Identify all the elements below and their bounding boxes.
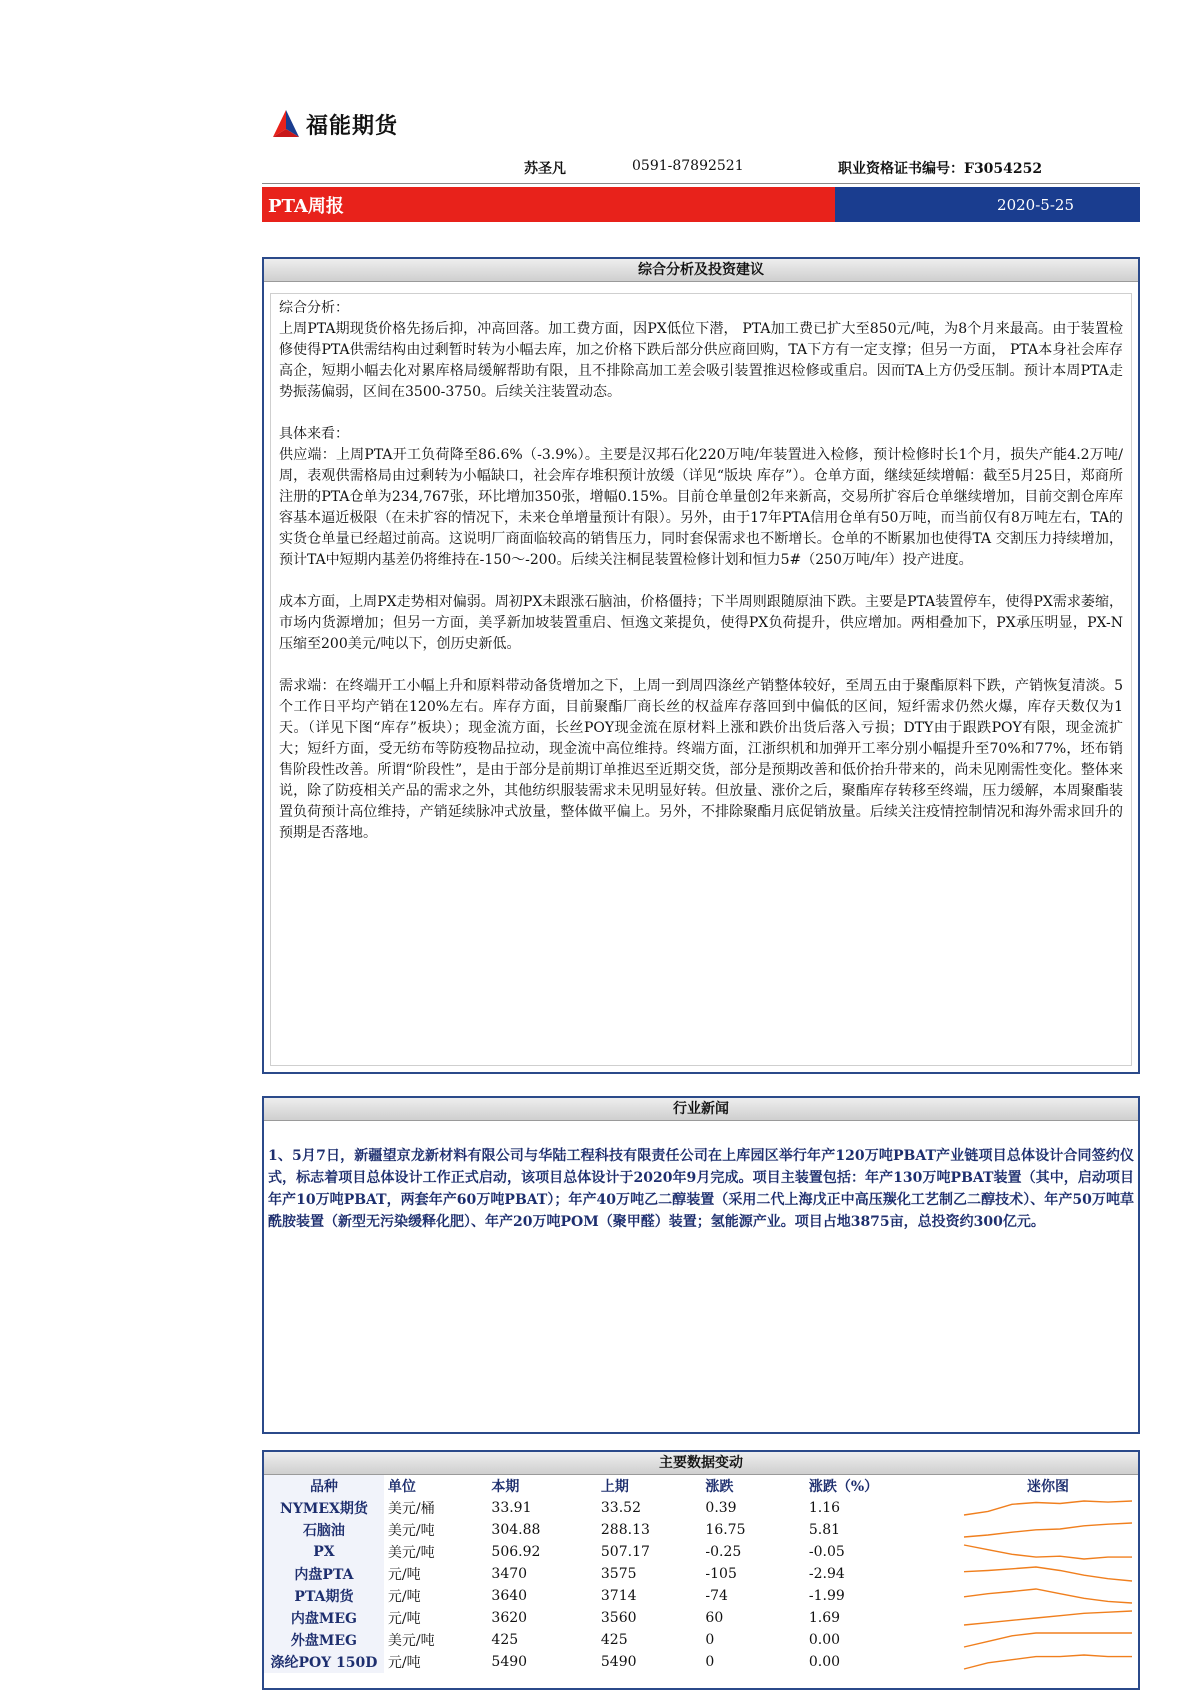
row-unit: 元/吨 (387, 1567, 421, 1583)
table-row (264, 1585, 1138, 1607)
sparkline-series (964, 1545, 1132, 1559)
demand-paragraph: 需求端：在终端开工小幅上升和原料带动备货增加之下，上周一到周四涤丝产销整体较好，至周五由于聚酯原料下跌，产销恢复清淡。5个工作日平均产销在120%左右。库存方面，目前聚酯厂商长丝的权益库存落回到中偏低的区间，短纤需求仍然火爆，库存天数仅为1天。（详见下图“库存”板块）；现金流方面，长丝POY现金流在原材料上涨和跌价出货后落入亏损；DTY由于跟跌POY有限，现金流扩大；短纤方面，受无纺布等防疫物品拉动，现金流中高位维持。终端方面，江浙织机和加弹开工率分别小幅提升至70%和77%，坯布销售阶段性改善。所谓“阶段性”，是由于部分是前期订单推迟至近期交货，部分是预期改善和低价抬升带来的，尚未见刚需性变化。整体来说，除了防疫相关产品的需求之外，其他纺织服装需求未见明显好转。但放量、涨价之后，聚酯库存转移至终端，压力缓解，本周聚酯装置负荷预计高位维持，产销延续脉冲式放量，整体做平偏上。另外，不排除聚酯月底促销放量。后续关注疫情控制情况和海外需求回升的预期是否落地。 (279, 678, 1123, 841)
row-previous: 5490 (600, 1654, 637, 1670)
row-name: 内盘MEG (264, 1607, 384, 1629)
row-current: 304.88 (491, 1522, 541, 1538)
row-change: -74 (705, 1588, 728, 1604)
table-row (264, 1497, 1138, 1519)
news-section (262, 1096, 1140, 1434)
sparkline-series (964, 1523, 1132, 1537)
row-current: 3470 (491, 1566, 528, 1582)
row-name: 涤纶POY 150D (264, 1651, 384, 1673)
report-banner (262, 187, 1140, 222)
analysis-section (262, 257, 1140, 1074)
sparkline (958, 1652, 1138, 1672)
sparkline-cell (958, 1607, 1138, 1629)
row-change-pct: -1.99 (808, 1588, 845, 1604)
row-unit: 元/吨 (387, 1611, 421, 1627)
table-row (264, 1607, 1138, 1629)
header-sparkline: 迷你图 (1027, 1479, 1069, 1495)
row-name: 内盘PTA (264, 1563, 384, 1585)
header-unit: 单位 (387, 1479, 416, 1495)
row-previous: 288.13 (600, 1522, 650, 1538)
row-unit: 美元/吨 (387, 1545, 435, 1561)
analyst-name: 苏圣凡 (524, 161, 566, 177)
sparkline (958, 1586, 1138, 1606)
row-change-pct: 1.69 (808, 1610, 841, 1626)
table-row (264, 1651, 1138, 1673)
analyst-phone: 0591-87892521 (632, 158, 744, 174)
row-current: 3640 (491, 1588, 528, 1604)
summary-label: 综合分析： (279, 300, 349, 316)
row-current: 5490 (491, 1654, 528, 1670)
sparkline-cell (958, 1585, 1138, 1607)
sparkline-series (964, 1501, 1132, 1515)
header-change-pct: 涨跌（%） (808, 1479, 879, 1495)
sparkline (958, 1630, 1138, 1650)
brand-name: 福能期货 (306, 113, 399, 139)
news-title: 行业新闻 (264, 1098, 1138, 1121)
data-title: 主要数据变动 (264, 1452, 1138, 1475)
row-current: 3620 (491, 1610, 528, 1626)
summary-paragraph: 上周PTA期现货价格先扬后抑，冲高回落。加工费方面，因PX低位下潜， PTA加工费已扩大至850元/吨，为8个月来最高。由于装置检修使得PTA供需结构由过剩暂时转为小幅去库，加之价格下跌后部分供应商回购，TA下方有一定支撑；但另一方面， PTA本身社会库存高企，短期小幅去化对累库格局缓解帮助有限，且不排除高加工差会吸引装置推迟检修或重启。因而TA上方仍受压制。预计本周PTA走势振荡偏弱，区间在3500-3750。后续关注装置动态。 (279, 321, 1123, 400)
row-unit: 美元/吨 (387, 1633, 435, 1649)
cost-paragraph: 成本方面，上周PX走势相对偏弱。周初PX未跟涨石脑油，价格僵持；下半周则跟随原油下跌。主要是PTA装置停车，使得PX需求萎缩，市场内货源增加；但另一方面，美孚新加坡装置重启、恒逸文莱提负，使得PX负荷提升，供应增加。两相叠加下，PX承压明显，PX-N压缩至200美元/吨以下，创历史新低。 (279, 594, 1123, 652)
row-unit: 美元/桶 (387, 1501, 435, 1517)
analysis-body (270, 293, 1132, 1066)
table-row (264, 1541, 1138, 1563)
row-current: 33.91 (491, 1500, 532, 1516)
sparkline (958, 1564, 1138, 1584)
report-date: 2020-5-25 (835, 187, 1140, 222)
sparkline-cell (958, 1519, 1138, 1541)
row-previous: 3575 (600, 1566, 637, 1582)
row-previous: 507.17 (600, 1544, 650, 1560)
row-change: -0.25 (705, 1544, 742, 1560)
certificate-number: 职业资格证书编号：F3054252 (838, 161, 1043, 177)
sparkline-cell (958, 1497, 1138, 1519)
row-change-pct: -2.94 (808, 1566, 845, 1582)
sparkline (958, 1520, 1138, 1540)
row-previous: 3560 (600, 1610, 637, 1626)
header-current: 本期 (491, 1479, 520, 1495)
sparkline-series (964, 1611, 1132, 1625)
row-previous: 3714 (600, 1588, 637, 1604)
row-name: 外盘MEG (264, 1629, 384, 1651)
header-previous: 上期 (600, 1479, 629, 1495)
row-change: 16.75 (705, 1522, 746, 1538)
row-unit: 元/吨 (387, 1589, 421, 1605)
row-change-pct: 0.00 (808, 1632, 841, 1648)
row-current: 506.92 (491, 1544, 541, 1560)
row-change: 0.39 (705, 1500, 737, 1516)
row-previous: 33.52 (600, 1500, 641, 1516)
sparkline-cell (958, 1629, 1138, 1651)
sparkline (958, 1542, 1138, 1562)
table-row (264, 1563, 1138, 1585)
row-unit: 元/吨 (387, 1655, 421, 1671)
row-change-pct: 0.00 (808, 1654, 841, 1670)
sparkline-series (964, 1567, 1132, 1581)
table-header-row (264, 1475, 1138, 1497)
table-row (264, 1629, 1138, 1651)
row-change: -105 (705, 1566, 737, 1582)
logo-mark-icon (272, 109, 300, 139)
header-change: 涨跌 (705, 1479, 734, 1495)
data-table (264, 1475, 1138, 1673)
row-current: 425 (491, 1632, 519, 1648)
row-change-pct: 5.81 (808, 1522, 841, 1538)
sparkline-cell (958, 1541, 1138, 1563)
row-previous: 425 (600, 1632, 628, 1648)
sparkline-cell (958, 1563, 1138, 1585)
sparkline-series (964, 1655, 1132, 1669)
sparkline (958, 1608, 1138, 1628)
news-item: 1、5月7日，新疆望京龙新材料有限公司与华陆工程科技有限责任公司在上库园区举行年产120万吨PBAT产业链项目总体设计合同签约仪式，标志着项目总体设计工作正式启动，该项目总体设计于2020年9月完成。项目主装置包括：年产130万吨PBAT装置（其中，启动项目年产10万吨PBAT，两套年产60万吨PBAT）；年产40万吨乙二醇装置（采用二代上海戊正中高压羰化工艺制乙二醇技术）、年产50万吨草酰胺装置（新型无污染缓释化肥）、年产20万吨POM（聚甲醛）装置；氢能源产业。项目占地3875亩，总投资约300亿元。 (268, 1148, 1134, 1230)
row-name: 石脑油 (264, 1519, 384, 1541)
row-name: NYMEX期货 (264, 1497, 384, 1519)
row-change-pct: -0.05 (808, 1544, 845, 1560)
sparkline (958, 1498, 1138, 1518)
sparkline-series (964, 1633, 1132, 1647)
sparkline-cell (958, 1651, 1138, 1673)
row-name: PX (264, 1541, 384, 1563)
report-title: PTA周报 (262, 187, 835, 222)
contact-line (262, 158, 1140, 178)
details-label: 具体来看： (279, 426, 349, 442)
data-section (262, 1450, 1140, 1690)
header-variety: 品种 (264, 1475, 384, 1497)
table-row (264, 1519, 1138, 1541)
supply-paragraph: 供应端：上周PTA开工负荷降至86.6%（-3.9%）。主要是汉邦石化220万吨/年装置进入检修，预计检修时长1个月，损失产能4.2万吨/周，表观供需格局由过剩转为小幅缺口，社会库存堆积预计放缓（详见“版块 库存”）。仓单方面，继续延续增幅：截至5月25日，郑商所注册的PTA仓单为234,767张，环比增加350张，增幅0.15%。目前仓单量创2年来新高，交易所扩容后仓单继续增加，目前交割仓库库容基本逼近极限（在未扩容的情况下，未来仓单增量预计有限）。另外，由于17年PTA信用仓单有50万吨，而当前仅有8万吨左右，TA的实货仓单量已经超过前高。这说明厂商面临较高的销售压力，同时套保需求也不断增长。仓单的不断累加也使得TA 交割压力持续增加，预计TA中短期内基差仍将维持在-150～-200。后续关注桐昆装置检修计划和恒力5#（250万吨/年）投产进度。 (279, 447, 1123, 568)
company-logo (272, 108, 398, 140)
sparkline-series (964, 1589, 1132, 1603)
row-change: 60 (705, 1610, 724, 1626)
row-change: 0 (705, 1654, 715, 1670)
header-divider (262, 183, 1140, 184)
row-name: PTA期货 (264, 1585, 384, 1607)
row-change-pct: 1.16 (808, 1500, 841, 1516)
analysis-title: 综合分析及投资建议 (264, 259, 1138, 282)
row-unit: 美元/吨 (387, 1523, 435, 1539)
row-change: 0 (705, 1632, 715, 1648)
